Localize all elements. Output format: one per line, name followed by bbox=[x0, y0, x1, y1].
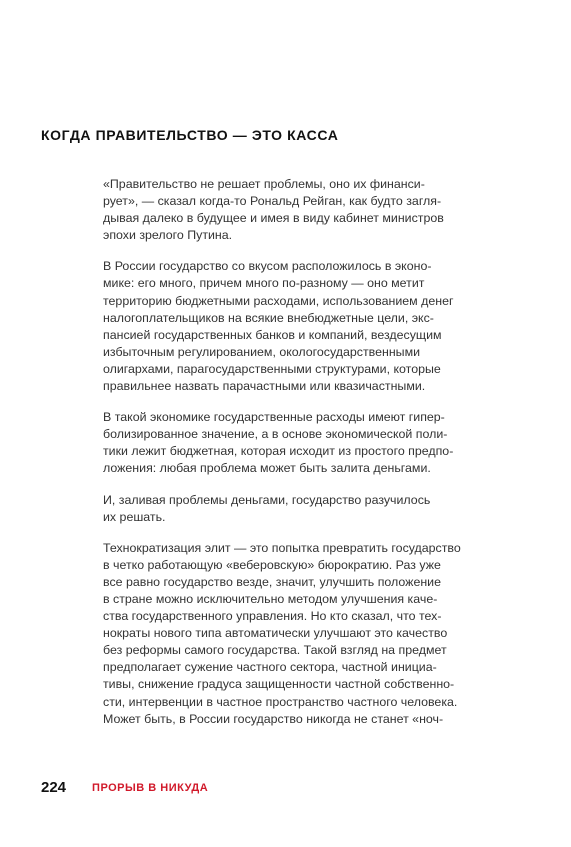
text-line: тики лежит бюджетная, которая исходит из простого предпо- bbox=[103, 444, 454, 459]
text-line: их решать. bbox=[103, 509, 166, 524]
body-text bbox=[103, 176, 495, 742]
text-line: ства государственного управления. Но кто сказал, что тех- bbox=[103, 609, 442, 624]
page-number: 224 bbox=[41, 779, 67, 796]
text-line: предполагает сужение частного сектора, частной инициа- bbox=[103, 660, 437, 675]
text-line: нократы нового типа автоматически улучшают это качество bbox=[103, 626, 448, 641]
text-line: эпохи зрелого Путина. bbox=[103, 228, 233, 243]
text-line: В такой экономике государственные расходы имеют гипер- bbox=[103, 410, 445, 425]
paragraph-1 bbox=[103, 176, 495, 244]
running-title: ПРОРЫВ В НИКУДА bbox=[92, 782, 209, 794]
paragraph-5 bbox=[103, 540, 495, 728]
text-line: Технократизация элит — это попытка превратить государство bbox=[103, 540, 461, 555]
text-line: налогоплательщиков на всякие внебюджетные цели, экс- bbox=[103, 310, 434, 325]
text-line: территорию бюджетными расходами, использованием денег bbox=[103, 293, 454, 308]
paragraph-3 bbox=[103, 409, 495, 477]
text-line: ложения: любая проблема может быть залита деньгами. bbox=[103, 461, 431, 476]
text-line: болизированное значение, а в основе экономической поли- bbox=[103, 427, 448, 442]
text-line: олигархами, парагосударственными структурами, которые bbox=[103, 361, 441, 376]
text-line: мике: его много, причем много по-разному — оно метит bbox=[103, 276, 425, 291]
text-line: тивы, снижение градуса защищенности частной собственно- bbox=[103, 677, 455, 692]
text-line: В России государство со вкусом расположилось в эконо- bbox=[103, 259, 432, 274]
text-line: в стране можно исключительно методом улучшения каче- bbox=[103, 591, 438, 606]
page-footer bbox=[41, 779, 208, 797]
text-line: Может быть, в России государство никогда не станет «ноч- bbox=[103, 711, 444, 726]
paragraph-2 bbox=[103, 258, 495, 395]
section-heading: КОГДА ПРАВИТЕЛЬСТВО — ЭТО КАССА bbox=[41, 127, 339, 143]
text-line: в четко работающую «веберовскую» бюрократию. Раз уже bbox=[103, 557, 441, 572]
text-line: сти, интервенции в частное пространство частного человека. bbox=[103, 694, 458, 709]
text-line: без реформы самого государства. Такой взгляд на предмет bbox=[103, 643, 447, 658]
text-line: «Правительство не решает проблемы, оно их финанси- bbox=[103, 177, 425, 191]
text-line: И, заливая проблемы деньгами, государство разучилось bbox=[103, 492, 431, 507]
text-line: дывая далеко в будущее и имея в виду кабинет министров bbox=[103, 211, 444, 226]
text-line: рует», — сказал когда-то Рональд Рейган, как будто загля- bbox=[103, 194, 442, 209]
text-line: правильнее назвать парачастными или квазичастными. bbox=[103, 379, 426, 394]
paragraph-4 bbox=[103, 492, 495, 526]
text-line: все равно государство везде, значит, улучшить положение bbox=[103, 574, 441, 589]
text-line: избыточным регулированием, окологосударственными bbox=[103, 344, 421, 359]
text-line: пансией государственных банков и компаний, вездесущим bbox=[103, 327, 442, 342]
